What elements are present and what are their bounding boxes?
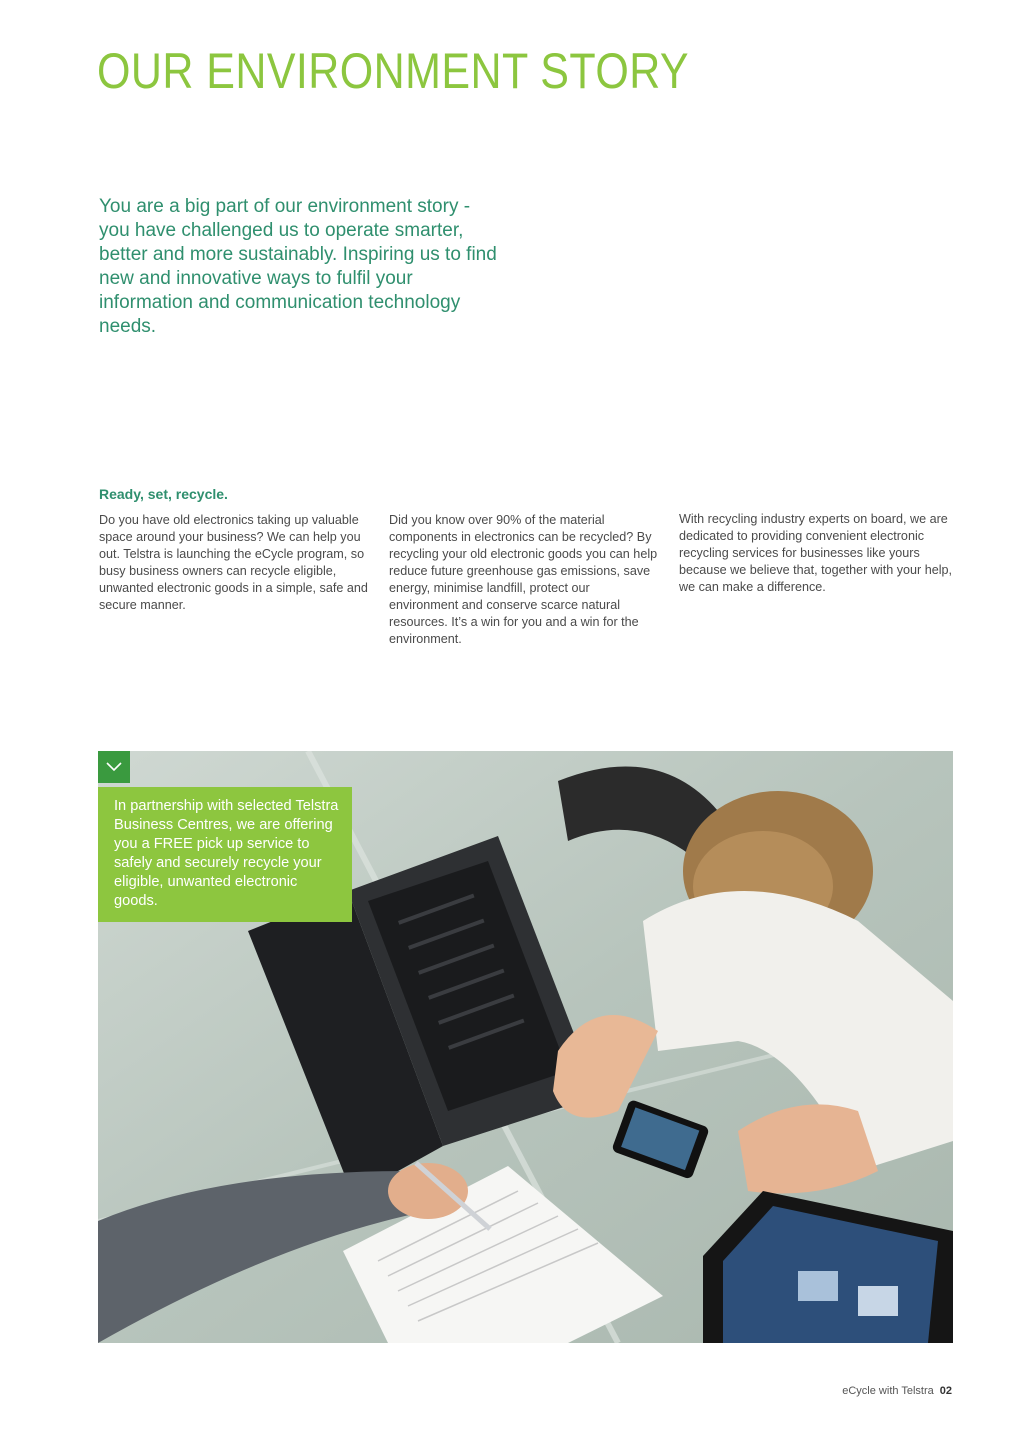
section-heading: Ready, set, recycle. bbox=[99, 486, 228, 502]
page-footer bbox=[842, 1385, 952, 1397]
body-column-1: Do you have old electronics taking up valuable space around your business? We can help you out. Telstra is launching the eCycle program, so busy business owners can recycle eligible, unwanted electronic goods in a simple, safe and secure manner. bbox=[99, 513, 368, 612]
intro-paragraph: You are a big part of our environment story - you have challenged us to operate smarter, better and more sustainably. Inspiring us to find new and innovative ways to fulfil your information and communication technology needs. bbox=[99, 196, 497, 337]
page-number: 02 bbox=[939, 1385, 952, 1397]
body-column-2: Did you know over 90% of the material components in electronics can be recycled? By recycling your old electronic goods you can help reduce future greenhouse gas emissions, save energy, minimise landfill, protect our environment and conserve scarce natural resources. It’s a win for you and a win for the environment. bbox=[389, 513, 658, 646]
body-column-3: With recycling industry experts on board, we are dedicated to providing convenient electronic recycling services for businesses like yours because we believe that, together with your help, we can make a difference. bbox=[679, 512, 953, 594]
footer-label: eCycle with Telstra bbox=[842, 1385, 934, 1397]
page-title: OUR ENVIRONMENT STORY bbox=[97, 43, 690, 99]
chevron-down-icon bbox=[98, 751, 130, 783]
callout-text: In partnership with selected Telstra Business Centres, we are offering you a FREE pick up service to safely and securely recycle your eligible, unwanted electronic goods. bbox=[114, 798, 339, 909]
callout-box bbox=[98, 787, 352, 922]
